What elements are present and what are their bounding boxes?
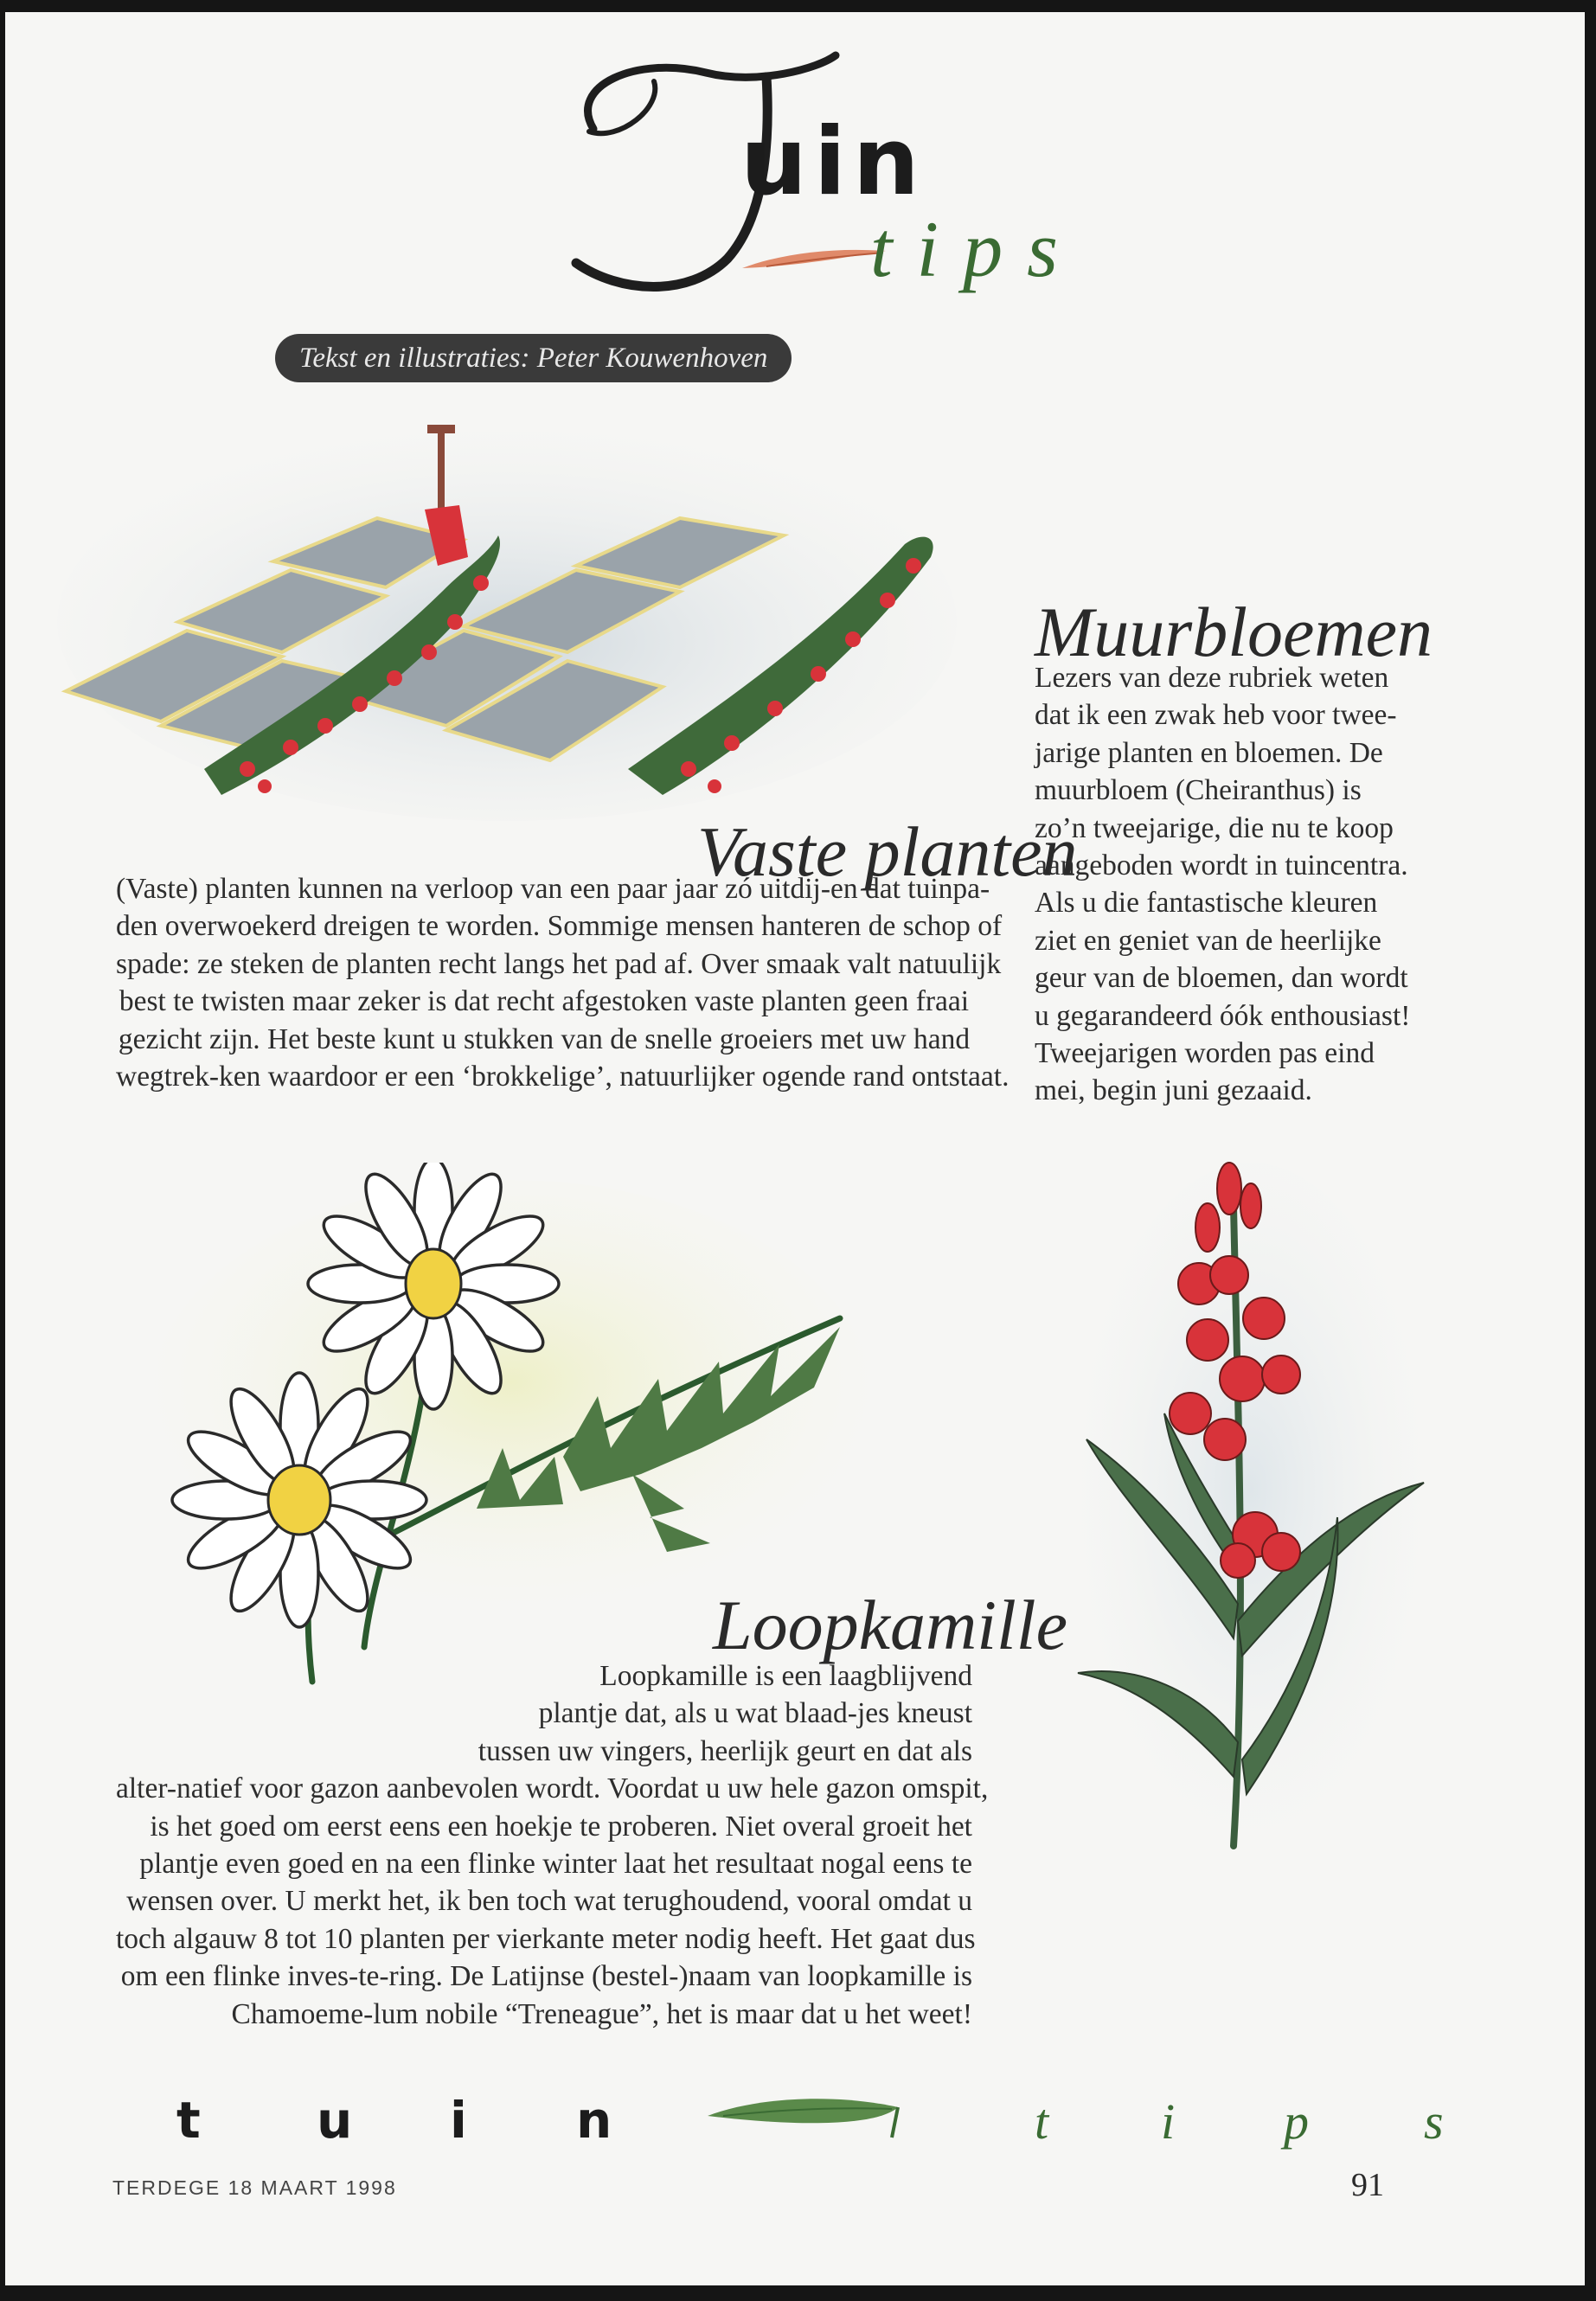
page-number: 91 [1351,2167,1384,2203]
magazine-page [5,12,1585,2285]
text-vaste-planten: (Vaste) planten kunnen na verloop van een paar jaar zó uitdij-en dat tuinpa- den overwoekerd dreigen te worden. Sommige mensen hanteren de schop of spade: ze steken de planten recht langs het pad af. Over smaak valt natuulijk best te twisten maar zeker is dat recht afgestoken vaste planten geen fraai gezicht zijn. Het beste kunt u stukken van de snelle groeiers met uw hand wegtrek-ken waardoor er een ‘brokkelige’, natuurlijker ogende rand ontstaat. [116,873,1010,1093]
masthead-title: uin [740,108,926,216]
band-letter-t2: t [1035,2093,1049,2150]
illustration-garden-path [57,406,965,821]
publication-info: TERDEGE 18 MAART 1998 [112,2176,397,2199]
band-letter-n: n [576,2091,612,2150]
band-letter-p: p [1284,2093,1309,2150]
band-letter-i: i [450,2091,467,2150]
leaf-icon [706,2090,905,2142]
band-letter-u: u [317,2091,353,2150]
band-letter-t: t [176,2091,201,2150]
heading-muurbloemen: Muurbloemen [1035,593,1433,671]
heading-loopkamille: Loopkamille [713,1586,1067,1664]
credit-badge: Tekst en illustraties: Peter Kouwenhoven [275,334,792,382]
illustration-wallflower [1069,1154,1433,1915]
swoosh-leaf-icon [740,244,888,273]
text-muurbloemen: Lezers van deze rubriek weten dat ik een zwak heb voor twee- jarige planten en bloemen. De muurbloem (Cheiranthus) is zo’n tweejarige, die nu te koop aangeboden wordt in tuincentra. Als u die fantastische kleuren ziet en geniet van de heerlijke geur van de bloemen, dan wordt u gegarandeerd óók enthousiast! Tweejarigen worden pas eind mei, begin juni gezaaid. [1035,662,1411,1107]
text-loopkamille: Loopkamille is een laagblijvend plantje dat, als u wat blaad-jes kneust tussen uw vingers, heerlijk geurt en dat als alter-natief voor gazon aanbevolen wordt. Voordat u uw hele gazon omspit, is het goed om eerst eens een hoekje te proberen. Niet overal groeit het plantje even goed en na een flinke winter laat het resultaat nogal eens te wensen over. U merkt het, ik ben toch wat terughoudend, vooral omdat u toch algauw 8 tot 10 planten per vierkante meter nodig heeft. Het gaat dus om een flinke inves-te-ring. De Latijnse (bestel-)naam van loopkamille is Chamoeme-lum nobile “Treneague”, het is maar dat u het weet! [116,1660,989,2030]
band-letter-s: s [1424,2093,1444,2150]
heading-vaste-planten: Vaste planten [697,812,1078,891]
band-letter-i2: i [1161,2093,1176,2150]
masthead-subtitle: tips [870,205,1082,293]
